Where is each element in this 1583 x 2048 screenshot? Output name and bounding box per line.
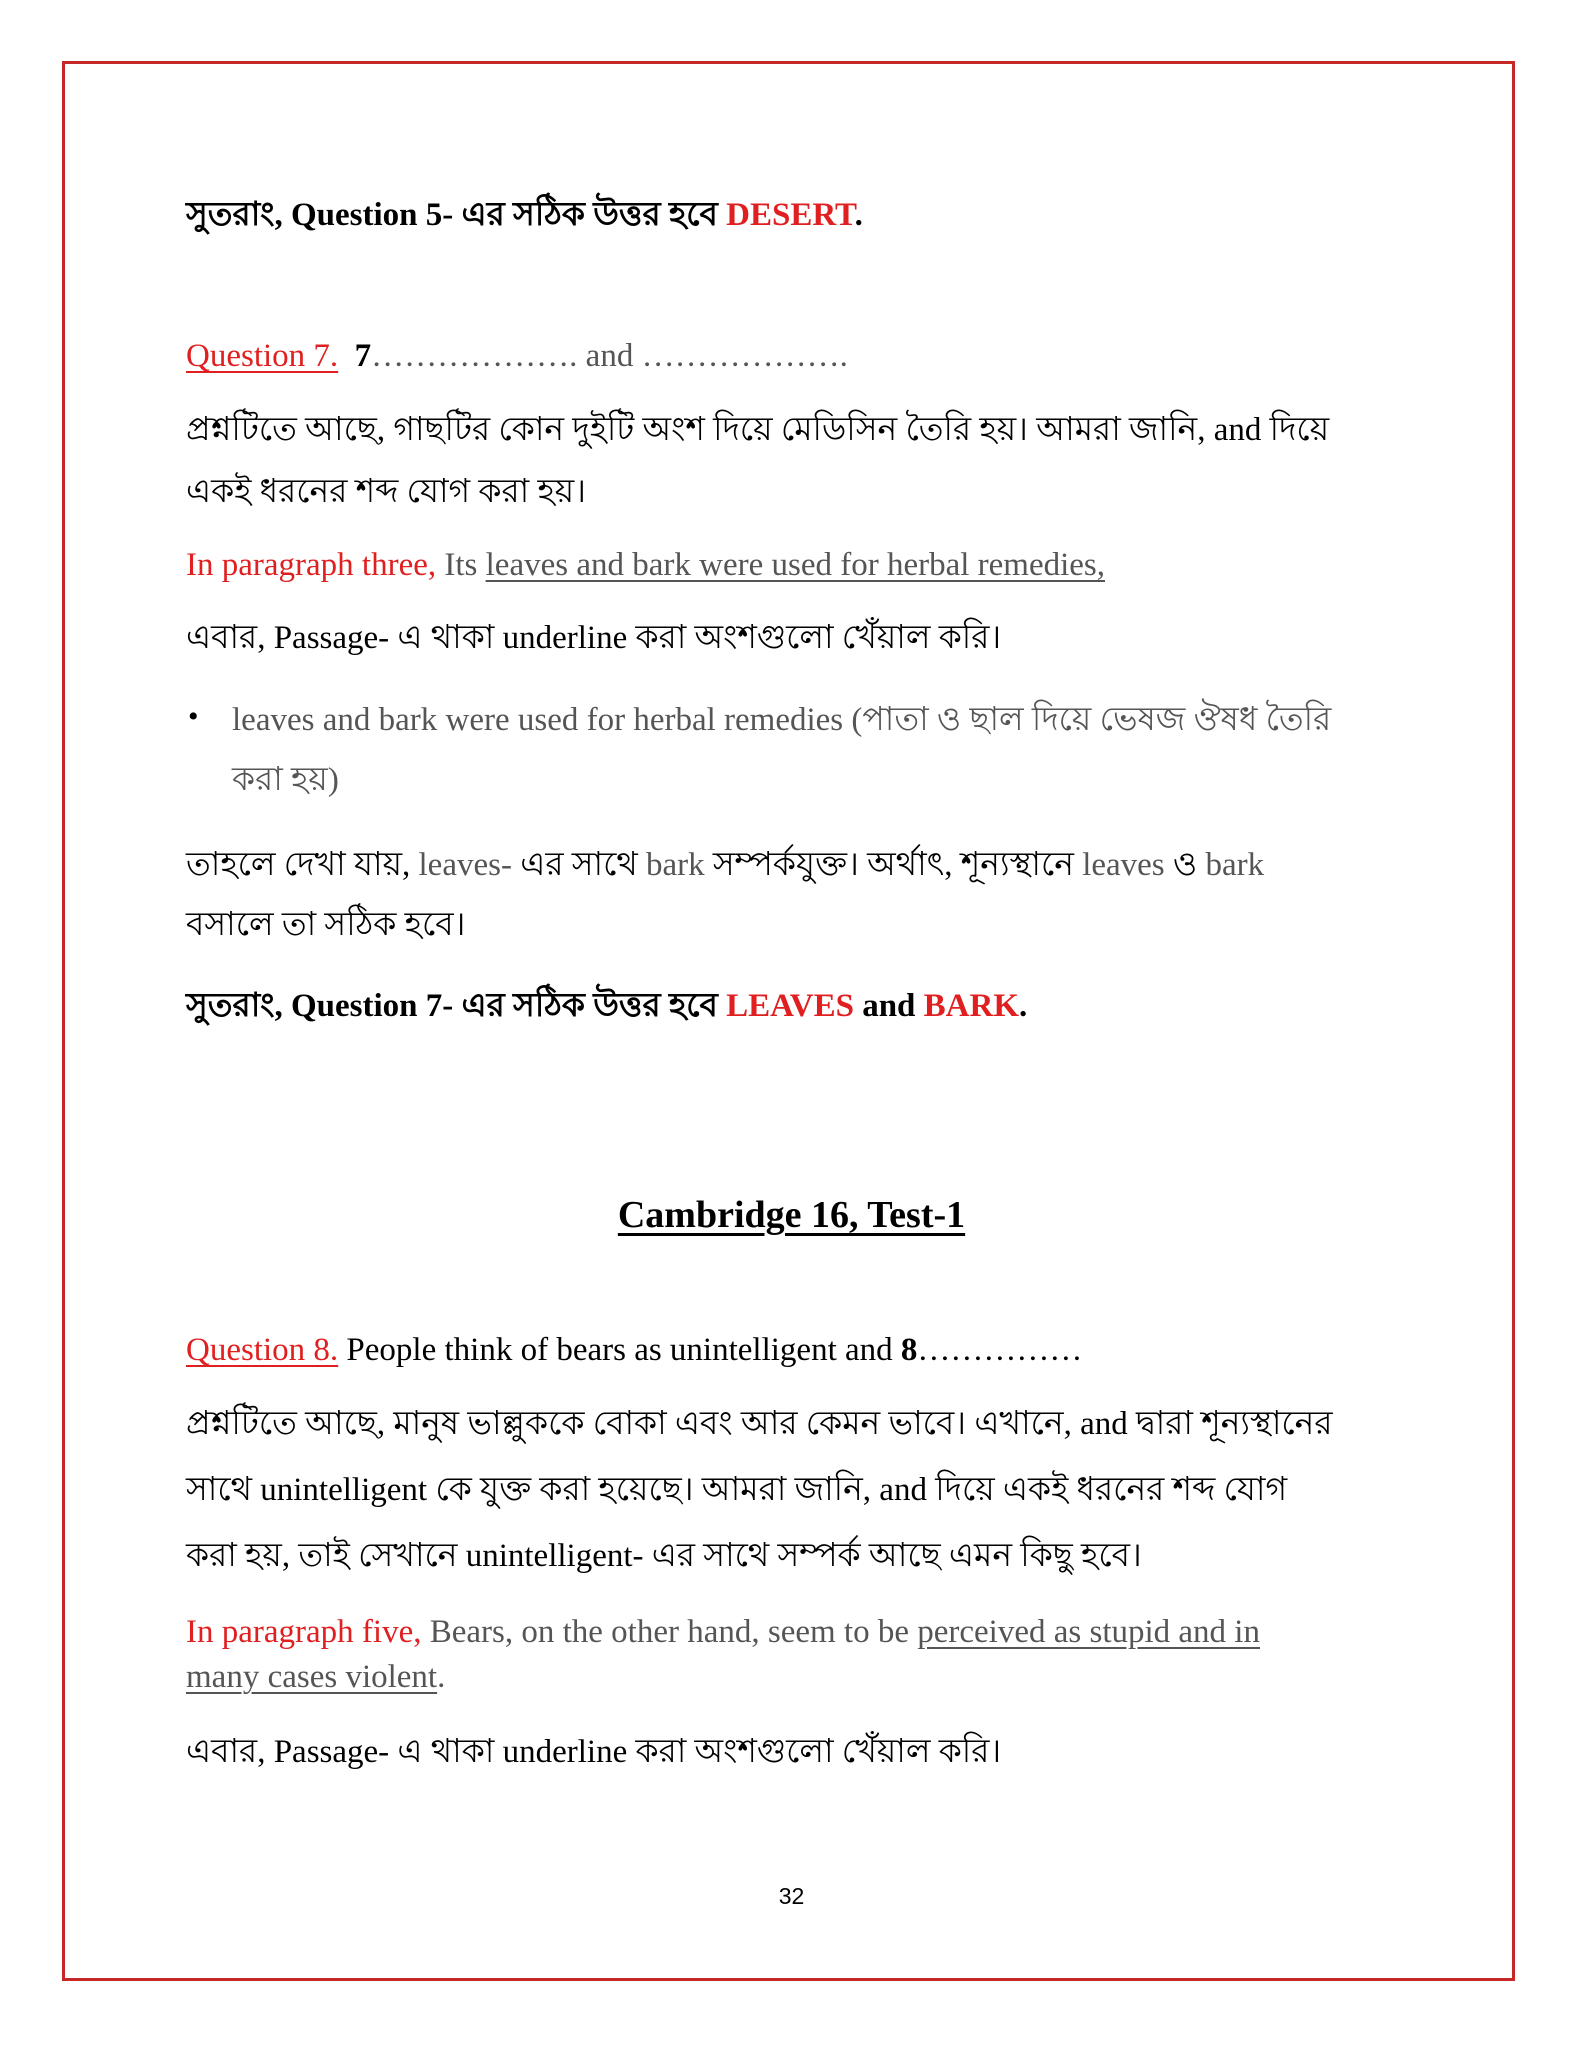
q8-explanation-line-2 bbox=[186, 1470, 1463, 1510]
text: leaves- bbox=[418, 847, 512, 883]
blank: ………………. bbox=[633, 338, 848, 374]
paragraph-three-quote bbox=[186, 545, 1463, 585]
q8-explanation-line-1 bbox=[186, 1404, 1463, 1444]
text: underline bbox=[502, 1734, 628, 1770]
text: Bears, on the other hand, seem to be bbox=[421, 1614, 918, 1650]
paragraph-five-quote-cont bbox=[186, 1657, 1463, 1697]
text: unintelligent- bbox=[465, 1538, 644, 1574]
text: এ থাকা bbox=[397, 620, 503, 656]
q7-explanation-line-2: একই ধরনের শব্দ যোগ করা হয়। bbox=[186, 474, 587, 510]
text: করা হয়, তাই সেখানে bbox=[186, 1538, 466, 1574]
underlined-phrase: many cases violent bbox=[186, 1659, 438, 1695]
q8-explanation-line-3 bbox=[186, 1536, 1463, 1576]
text: underline bbox=[502, 620, 628, 656]
text: and bbox=[585, 338, 634, 374]
text: এ থাকা bbox=[397, 1734, 503, 1770]
text: তাহলে দেখা যায়, bbox=[186, 847, 419, 883]
text: প্রশ্নটিতে আছে, মানুষ ভাল্লুককে বোকা এবং আর কেমন ভাবে। এখানে, bbox=[186, 1406, 1081, 1442]
text: সম্পর্কযুক্ত। অর্থাৎ, শূন্যস্থানে bbox=[704, 847, 1083, 883]
text: (পাতা ও ছাল দিয়ে ভেষজ ঔষধ তৈরি bbox=[843, 702, 1332, 738]
text: bark bbox=[645, 847, 705, 883]
text: and bbox=[853, 988, 924, 1024]
text: সুতরাং, bbox=[186, 197, 283, 233]
text: leaves bbox=[1082, 847, 1165, 883]
question-label: Question 7. bbox=[186, 338, 339, 374]
text: and bbox=[1213, 412, 1262, 448]
paragraph-ref: In paragraph three, bbox=[186, 547, 437, 583]
text: . bbox=[854, 197, 863, 233]
text: . bbox=[1019, 988, 1028, 1024]
conclusion-q7 bbox=[186, 986, 1463, 1026]
text: Question 5- এর সঠিক উত্তর হবে bbox=[282, 197, 727, 233]
text: People think of bears as unintelligent and bbox=[338, 1332, 901, 1368]
page-number: 32 bbox=[778, 1883, 805, 1909]
text: সাথে bbox=[186, 1472, 261, 1508]
text: সুতরাং, bbox=[186, 988, 283, 1024]
bullet-icon: • bbox=[188, 700, 199, 733]
text: এর সাথে সম্পর্ক আছে এমন কিছু হবে। bbox=[643, 1538, 1142, 1574]
text: ও bbox=[1164, 847, 1206, 883]
blank: ………………. bbox=[371, 338, 586, 374]
paragraph-ref: In paragraph five, bbox=[186, 1614, 422, 1650]
text: bark bbox=[1205, 847, 1265, 883]
answer-leaves: LEAVES bbox=[726, 988, 854, 1024]
text: Passage- bbox=[273, 1734, 398, 1770]
q7-explanation-line-1 bbox=[186, 410, 1463, 450]
section-heading: Cambridge 16, Test-1 bbox=[617, 1194, 966, 1236]
passage-note-1 bbox=[186, 618, 1463, 658]
text: leaves and bark were used for herbal remedies bbox=[232, 702, 844, 738]
text: Question 7- এর সঠিক উত্তর হবে bbox=[282, 988, 727, 1024]
underlined-phrase: leaves and bark were used for herbal remedies, bbox=[485, 547, 1106, 583]
text: দিয়ে bbox=[1261, 412, 1330, 448]
text: করা অংশগুলো খেঁয়াল করি। bbox=[627, 620, 1002, 656]
text: and bbox=[1080, 1406, 1128, 1442]
text: এবার, bbox=[186, 1734, 274, 1770]
text: unintelligent bbox=[260, 1472, 428, 1508]
text: Passage- bbox=[273, 620, 398, 656]
question-number: 8 bbox=[900, 1332, 918, 1368]
text: দ্বারা শূন্যস্থানের bbox=[1127, 1406, 1333, 1442]
bullet-item-1 bbox=[232, 700, 1463, 740]
text: Its bbox=[436, 547, 486, 583]
paragraph-five-quote bbox=[186, 1612, 1463, 1652]
text: কে যুক্ত করা হয়েছে। আমরা জানি, bbox=[427, 1472, 880, 1508]
bullet-item-1-cont: করা হয়) bbox=[232, 762, 339, 798]
text: এবার, bbox=[186, 620, 274, 656]
answer-bark: BARK bbox=[923, 988, 1020, 1024]
passage-note-2 bbox=[186, 1732, 1463, 1772]
question-7 bbox=[186, 336, 1463, 376]
text: প্রশ্নটিতে আছে, গাছটির কোন দুইটি অংশ দিয়ে মেডিসিন তৈরি হয়। আমরা জানি, bbox=[186, 412, 1214, 448]
conclusion-explain-1 bbox=[186, 845, 1463, 885]
text: . bbox=[437, 1659, 446, 1695]
text: এর সাথে bbox=[511, 847, 646, 883]
underlined-phrase: perceived as stupid and in bbox=[917, 1614, 1260, 1650]
question-number: 7 bbox=[354, 338, 372, 374]
conclusion-q5 bbox=[186, 195, 1463, 235]
answer-desert: DESERT bbox=[726, 197, 855, 233]
question-label: Question 8. bbox=[186, 1332, 339, 1368]
text: and bbox=[879, 1472, 927, 1508]
text: দিয়ে একই ধরনের শব্দ যোগ bbox=[926, 1472, 1288, 1508]
question-8 bbox=[186, 1330, 1463, 1370]
text: করা অংশগুলো খেঁয়াল করি। bbox=[627, 1734, 1002, 1770]
blank: …………… bbox=[917, 1332, 1083, 1368]
conclusion-explain-2: বসালে তা সঠিক হবে। bbox=[186, 907, 466, 943]
